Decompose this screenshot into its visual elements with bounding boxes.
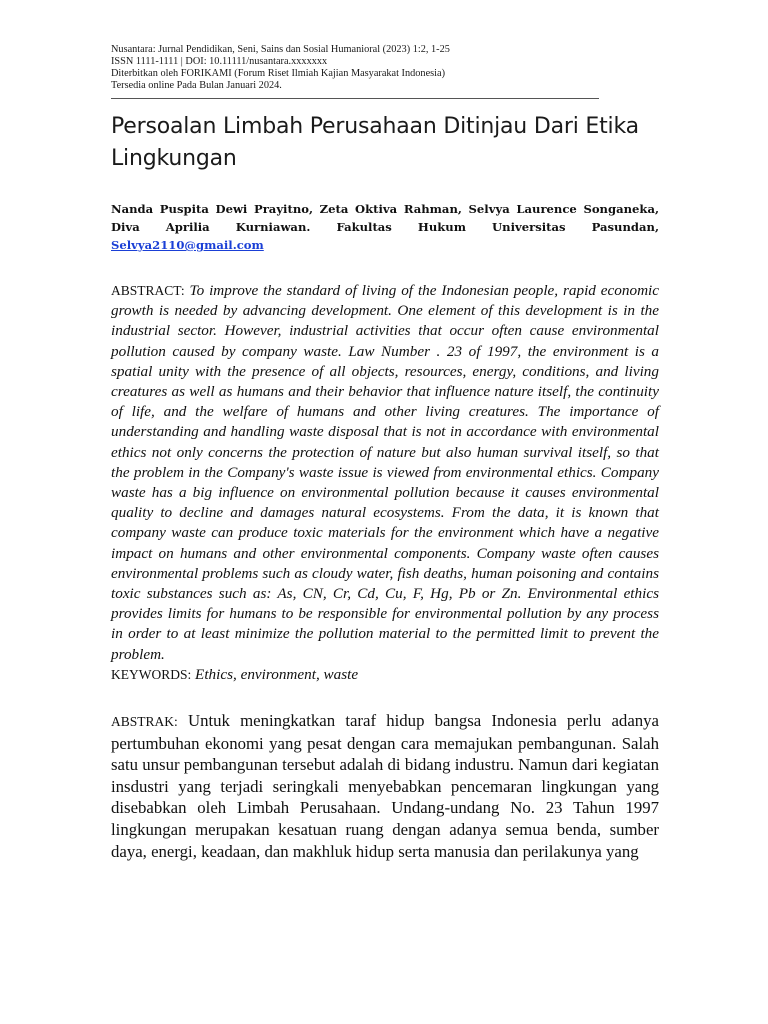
abstract-text: To improve the standard of living of the Indonesian people, rapid economic growth is needed by advancing development. One element of this development is in the industrial sector. However, industrial activities that occur often cause environmental pollution caused by company waste. Law Number . 23 of 1997, the environment is a spatial unity with the presence of all objects, resources, energy, conditions, and living creatures as well as humans and their behavior that influence nature itself, the continuity of life, and the welfare of humans and other living creatures. The importance of understanding and handling waste disposal that is not in accordance with environmental ethics not only concerns the protection of nature but also human survival itself, so that the problem in the Company's waste issue is viewed from environmental ethics. Company waste has a big influence on environmental pollution because it causes environmental quality to decline and damages natural ecosystems. From the data, it is known that company waste can produce toxic materials for the environment which have a negative impact on humans and other environmental components. Company waste often causes environmental problems such as cloudy water, fish deaths, human poisoning and contains toxic substances such as: As, CN, Cr, Cd, Cu, F, Hg, Pb or Zn. Environmental ethics provides limits for humans to be responsible for environmental pollution by any process in order to at least minimize the pollution material to the permitted limit to prevent the problem.	[111, 282, 660, 663]
paper-page	[111, 44, 659, 862]
keywords-label: KEYWORDS:	[111, 666, 192, 682]
author-email-link[interactable]: Selvya2110@gmail.com	[111, 238, 264, 252]
abstract-english	[111, 281, 659, 665]
abstract-label: ABSTRACT:	[111, 283, 185, 298]
journal-citation: Nusantara: Jurnal Pendidikan, Seni, Sains dan Sosial Humanioral (2023) 1:2, 1-25	[111, 44, 450, 55]
journal-publisher: Diterbitkan oleh FORIKAMI (Forum Riset Ilmiah Kajian Masyarakat Indonesia)	[111, 68, 446, 79]
abstrak-text: Untuk meningkatkan taraf hidup bangsa Indonesia perlu adanya pertumbuhan ekonomi yang pesat dengan cara memajukan pembangunan. Salah satu unsur pembangunan tersebut adalah di bidang industru. Namun dari kegiatan insdustri yang terjadi seringkali menyebabkan pencemaran lingkungan yang disebabkan oleh Limbah Perusahaan. Undang-undang No. 23 Tahun 1997 lingkungan merupakan kesatuan ruang dengan adanya semua benda, sumber daya, energi, keadaan, dan makhluk hidup serta manusia dan perilakunya yang	[111, 711, 660, 861]
abstract-indonesian	[111, 710, 659, 862]
author-names: Nanda Puspita Dewi Prayitno, Zeta Oktiva Rahman, Selvya Laurence Songaneka, Diva Aprilia Kurniawan. Fakultas Hukum Universitas Pasundan,	[111, 202, 659, 234]
author-block	[111, 200, 659, 254]
keywords	[111, 665, 659, 685]
journal-issn-doi: ISSN 1111-1111 | DOI: 10.11111/nusantara.xxxxxxx	[111, 56, 328, 67]
header-divider	[111, 98, 599, 99]
journal-availability: Tersedia online Pada Bulan Januari 2024.	[111, 80, 282, 91]
journal-header	[111, 44, 659, 92]
keywords-text: Ethics, environment, waste	[195, 665, 359, 683]
abstrak-label: ABSTRAK:	[111, 714, 178, 730]
paper-title: Persoalan Limbah Perusahaan Ditinjau Dari Etika Lingkungan	[111, 114, 639, 171]
